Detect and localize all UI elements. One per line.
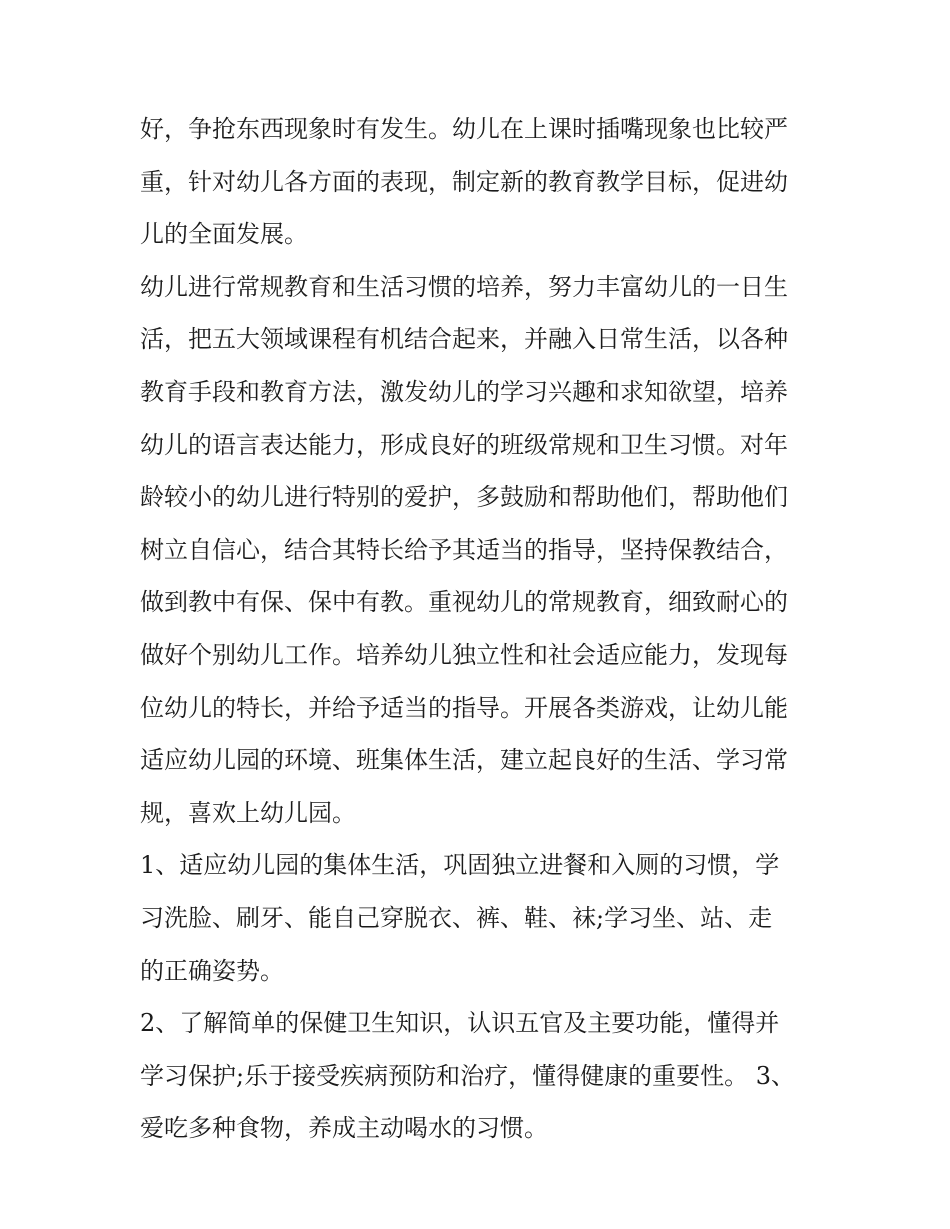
text-line: 做好个别幼儿工作。培养幼儿独立性和社会适应能力，发现每 [140,640,788,669]
text-line: 活，把五大领域课程有机结合起来，并融入日常生活，以各种 [140,325,788,354]
text-line: 适应幼儿园的环境、班集体生活，建立起良好的生活、学习常 [140,746,788,775]
text-line: 幼儿进行常规教育和生活习惯的培养，努力丰富幼儿的一日生 [140,272,788,301]
text-line: 幼儿的语言表达能力，形成良好的班级常规和卫生习惯。对年 [140,430,788,459]
text-line: 做到教中有保、保中有教。重视幼儿的常规教育，细致耐心的 [140,588,788,617]
text-line: 好，争抢东西现象时有发生。幼儿在上课时插嘴现象也比较严 [140,115,788,143]
text-line: 2、了解简单的保健卫生知识，认识五官及主要功能，懂得并 [140,1009,780,1038]
text-line: 教育手段和教育方法，激发幼儿的学习兴趣和求知欲望，培养 [140,377,788,406]
text-line: 1、适应幼儿园的集体生活，巩固独立进餐和入厕的习惯，学 [140,851,780,880]
body-text [140,103,820,1155]
text-line: 学习保护;乐于接受疾病预防和治疗，懂得健康的重要性。 3、 [140,1061,795,1090]
text-line: 重，针对幼儿各方面的表现，制定新的教育教学目标，促进幼 [140,167,788,196]
text-line: 儿的全面发展。 [140,220,308,249]
text-line: 习洗脸、刷牙、能自己穿脱衣、裤、鞋、袜;学习坐、站、走 [140,903,773,932]
text-line: 龄较小的幼儿进行特别的爱护，多鼓励和帮助他们，帮助他们 [140,483,788,512]
text-line: 树立自信心，结合其特长给予其适当的指导，坚持保教结合， [140,535,788,564]
text-line: 位幼儿的特长，并给予适当的指导。开展各类游戏，让幼儿能 [140,693,788,722]
text-line: 的正确姿势。 [140,956,284,985]
text-line: 规，喜欢上幼儿园。 [140,798,356,827]
text-line: 爱吃多种食物，养成主动喝水的习惯。 [140,1114,548,1143]
